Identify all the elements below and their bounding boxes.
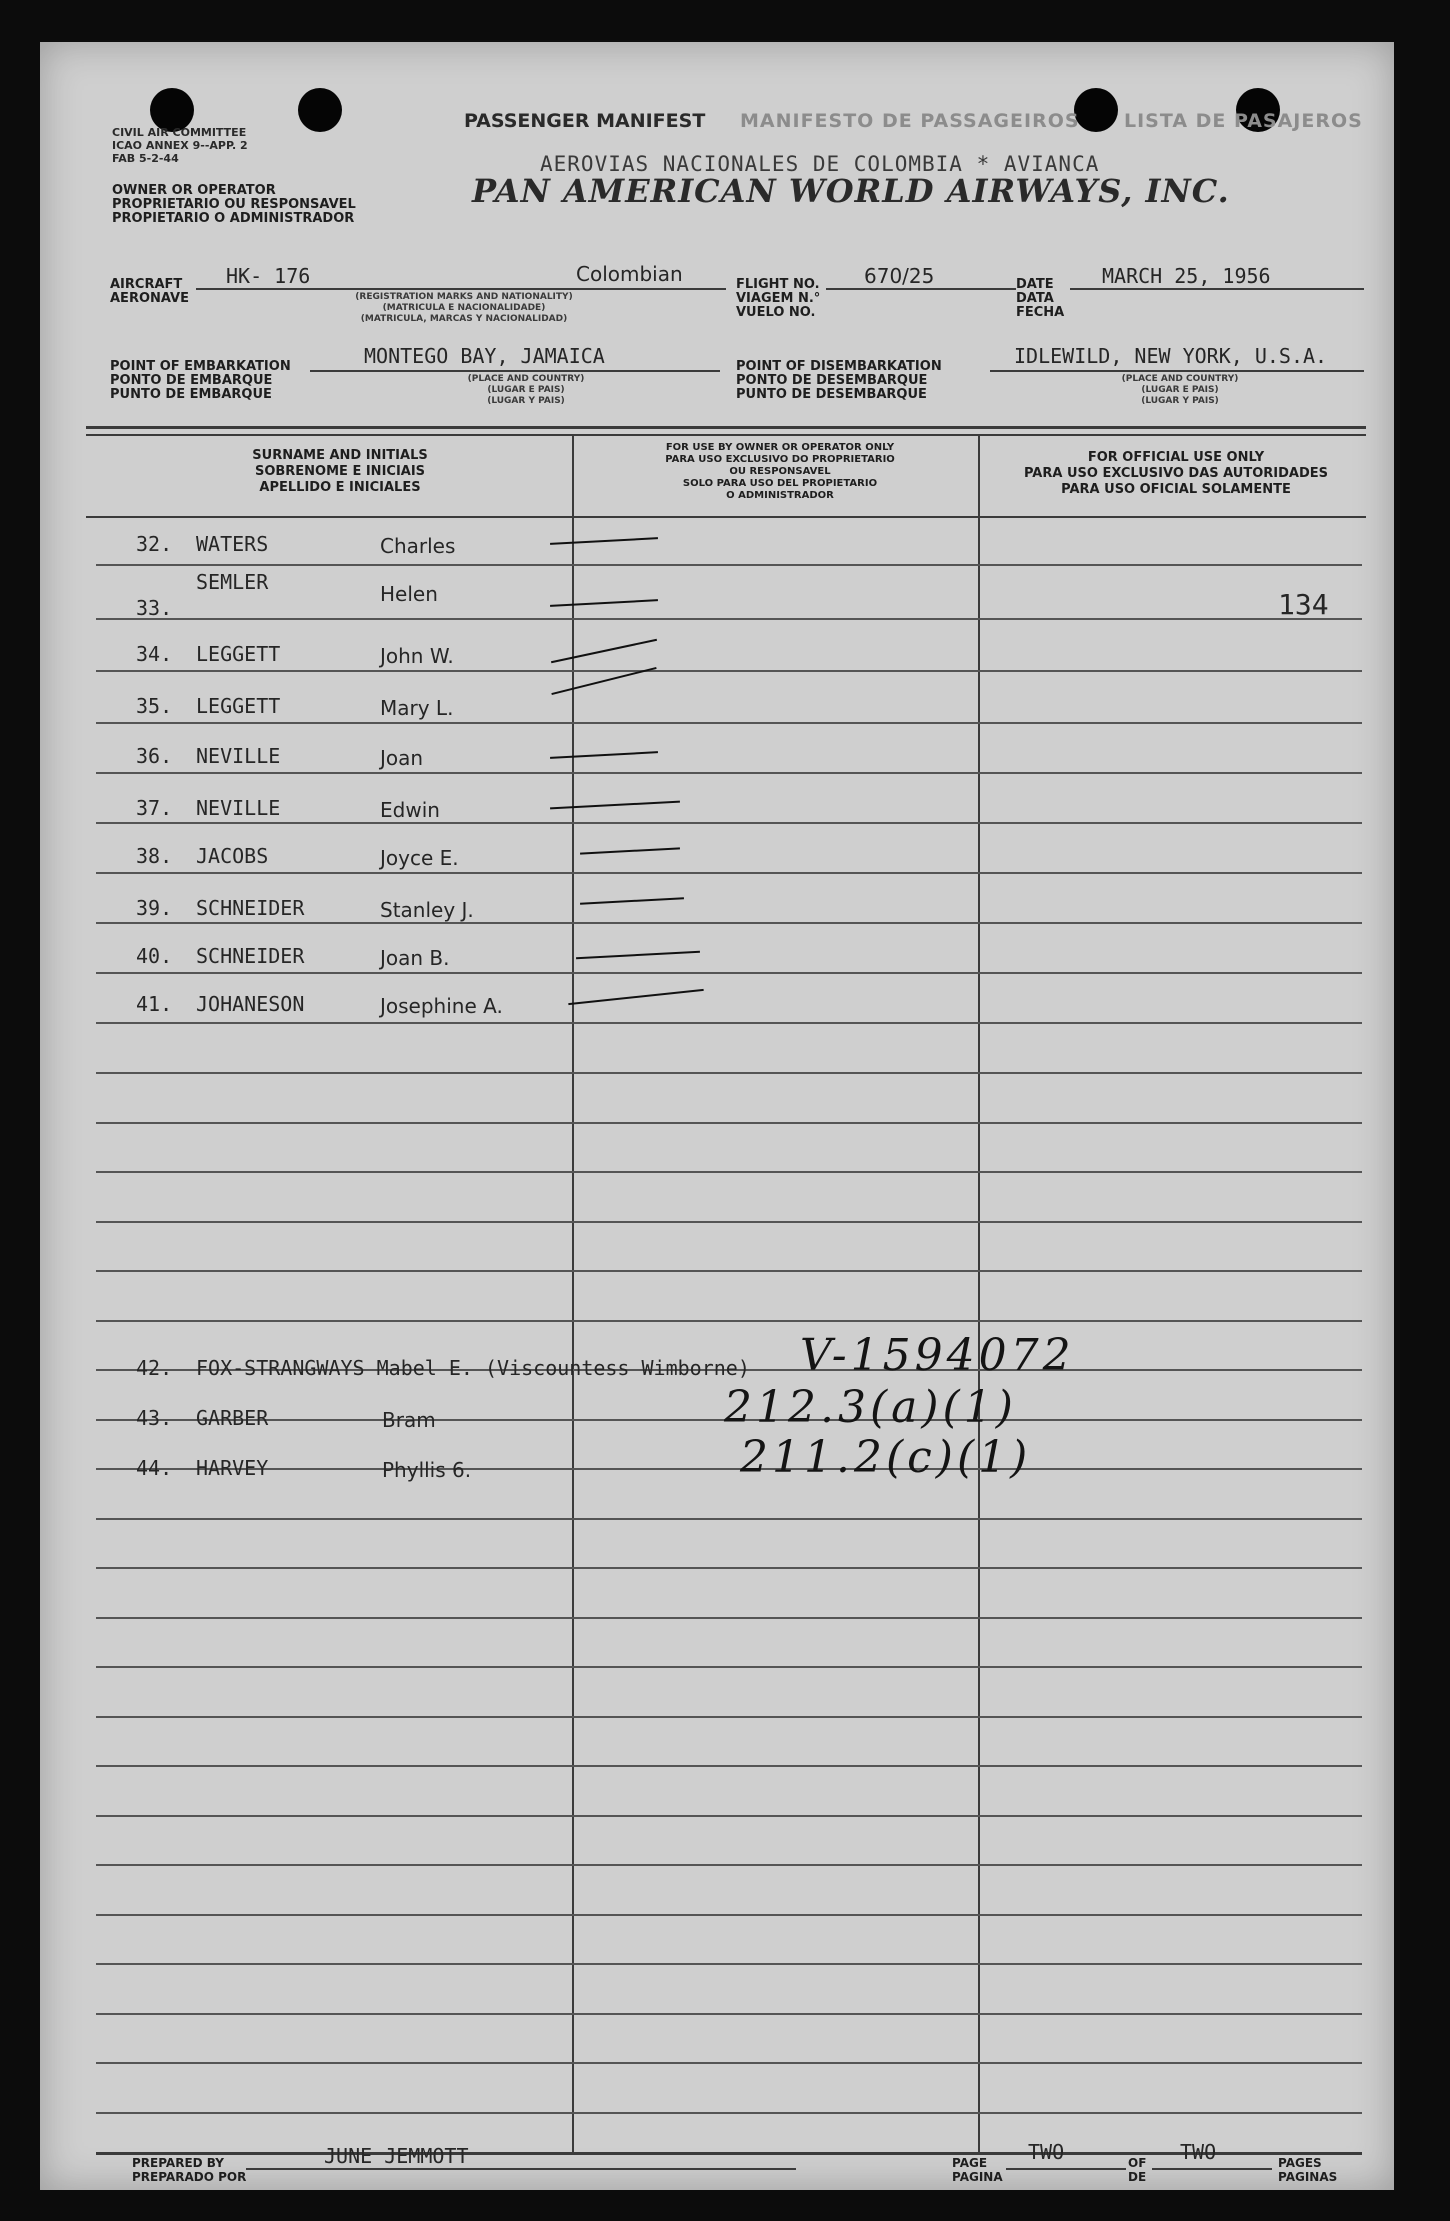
ruled-line [96,1864,1362,1866]
passenger-number: 32. [136,532,173,556]
handwritten-note: V-1594072 [800,1330,1075,1381]
ruled-line [96,1320,1362,1322]
passenger-number: 38. [136,844,173,868]
ruled-line [96,2062,1362,2064]
passenger-given-name: Helen [380,582,438,606]
passenger-number: 43. [136,1406,173,1430]
date-underline [1070,288,1364,290]
embarkation-caption: (PLACE AND COUNTRY) (LUGAR E PAIS) (LUGAR Y PAIS) [467,374,585,406]
passenger-given-name: Edwin [380,798,440,822]
prepared-by-name: JUNE JEMMOTT [324,2144,469,2168]
check-mark [550,537,658,545]
passenger-given-name: Joan [380,746,424,770]
passenger-surname: NEVILLE [196,744,281,768]
passenger-number: 40. [136,944,173,968]
total-pages: TWO [1180,2140,1217,2164]
aircraft-underline [196,288,726,290]
page-underline [1006,2168,1126,2170]
passenger-surname: JACOBS [196,844,269,868]
official-note: 134 [1278,588,1329,621]
passenger-given-name: John W. [380,644,454,668]
check-mark [551,639,657,663]
ruled-line [96,1567,1362,1569]
check-mark [580,847,680,854]
ruled-line [96,1914,1362,1916]
handwritten-note: 211.2(c)(1) [740,1432,1032,1483]
ruled-line [96,1765,1362,1767]
official-use-column-header: FOR OFFICIAL USE ONLY PARA USO EXCLUSIVO DAS AUTORIDADES PARA USO OFICIAL SOLAMENTE [1023,450,1329,497]
header-bottom-rule [86,516,1366,518]
page-number: TWO [1028,2140,1065,2164]
table-row [40,570,1394,621]
passenger-surname: HARVEY [196,1456,269,1480]
passenger-surname: GARBER [196,1406,269,1430]
passenger-given-name: Joan B. [380,946,450,970]
passenger-number: 34. [136,642,173,666]
ruled-line [96,1518,1362,1520]
table-row [40,890,1394,930]
table-row [40,938,1394,978]
passenger-given-name: Charles [380,534,456,558]
flight-date: MARCH 25, 1956 [1102,264,1271,288]
ruled-line [96,1072,1362,1074]
disembarkation-label: POINT OF DISEMBARKATION PONTO DE DESEMBARQUE PUNTO DE DESEMBARQUE [736,359,942,402]
of-underline [1152,2168,1272,2170]
ruled-line [96,1716,1362,1718]
check-mark [550,801,680,810]
passenger-surname: SCHNEIDER [196,944,305,968]
passenger-number: 36. [136,744,173,768]
disembarkation-place: IDLEWILD, NEW YORK, U.S.A. [1014,344,1328,368]
table-row [40,526,1394,566]
title-portuguese: MANIFESTO DE PASSAGEIROS [740,110,1080,132]
check-mark [550,599,658,607]
passenger-number: 35. [136,694,173,718]
passenger-surname: NEVILLE [196,796,281,820]
form-identification: CIVIL AIR COMMITTEE ICAO ANNEX 9--APP. 2 FAB 5-2-44 [112,126,248,165]
passenger-surname: WATERS [196,532,269,556]
passenger-surname: SEMLER [196,570,269,594]
check-mark [568,989,703,1005]
disembarkation-underline [990,370,1364,372]
airline-name-line1: AEROVIAS NACIONALES DE COLOMBIA * AVIANCA [540,152,1100,176]
flight-number-label: FLIGHT NO. VIAGEM N.° VUELO NO. [736,277,821,320]
ruled-line [96,1270,1362,1272]
flight-number: 670/25 [864,264,935,288]
check-mark [550,751,658,759]
passenger-given-name: Mary L. [380,696,454,720]
table-row [40,688,1394,728]
aircraft-registration: HK- 176 [226,264,311,288]
owner-operator-label: OWNER OR OPERATOR PROPRIETARIO OU RESPONSAVEL PROPIETARIO O ADMINISTRADOR [112,183,356,226]
registration-caption: (REGISTRATION MARKS AND NATIONALITY) (MATRICULA E NACIONALIDADE) (MATRICULA, MARCAS Y NACIONALIDAD) [355,292,573,324]
ruled-line [96,618,1362,620]
date-label: DATE DATA FECHA [1016,277,1065,320]
table-top-rule [86,426,1366,429]
passenger-given-name: Stanley J. [380,898,474,922]
passenger-surname: JOHANESON [196,992,305,1016]
handwritten-note: 212.3(a)(1) [724,1382,1017,1433]
ruled-line [96,2112,1362,2114]
ruled-line [96,2013,1362,2015]
embarkation-underline [310,370,720,372]
embarkation-place: MONTEGO BAY, JAMAICA [364,344,605,368]
table-row [40,636,1394,676]
table-row [40,738,1394,778]
embarkation-label: POINT OF EMBARKATION PONTO DE EMBARQUE PUNTO DE EMBARQUE [110,359,291,402]
table-row [40,986,1394,1026]
ruled-line [96,1666,1362,1668]
check-mark [580,897,684,904]
table-row [40,1432,1394,1490]
passenger-surname: SCHNEIDER [196,896,305,920]
passenger-number: 42. [136,1356,173,1380]
ruled-line [96,1122,1362,1124]
title-english: PASSENGER MANIFEST [464,110,706,132]
passenger-number: 33. [136,596,173,620]
ruled-line [96,1171,1362,1173]
punch-hole-2 [298,88,342,132]
passenger-given-name: Phyllis 6. [382,1458,472,1482]
aircraft-nationality: Colombian [576,262,683,286]
ruled-line [96,1963,1362,1965]
passenger-surname: LEGGETT [196,694,281,718]
passenger-number: 41. [136,992,173,1016]
pages-label: PAGES PAGINAS [1278,2156,1338,2184]
check-mark [576,951,700,959]
page-label: PAGE PAGINA [952,2156,1003,2184]
passenger-given-name: Joyce E. [380,846,459,870]
table-row [40,1382,1394,1440]
ruled-line [96,1617,1362,1619]
passenger-number: 39. [136,896,173,920]
airline-name-line2: PAN AMERICAN WORLD AIRWAYS, INC. [472,172,1230,210]
passenger-number: 44. [136,1456,173,1480]
passenger-name: FOX-STRANGWAYS Mabel E. (Viscountess Wimborne) [196,1356,750,1380]
table-top-rule-2 [86,434,1366,436]
title-spanish: LISTA DE PASAJEROS [1124,110,1363,132]
owner-use-column-header: FOR USE BY OWNER OR OPERATOR ONLY PARA USO EXCLUSIVO DO PROPRIETARIO OU RESPONSAVEL SOLO PARA USO DEL PROPIETARIO O ADMINISTRADOR [665,442,895,501]
of-label: OF DE [1128,2156,1147,2184]
prepared-underline [246,2168,796,2170]
ruled-line [96,1815,1362,1817]
aircraft-label: AIRCRAFT AERONAVE [110,277,190,306]
table-row [40,1330,1394,1390]
table-row [40,838,1394,878]
table-row [40,790,1394,830]
flight-underline [826,288,1016,290]
manifest-page [40,42,1394,2190]
passenger-given-name: Bram [382,1408,436,1432]
footer-top-rule [96,2152,1362,2155]
ruled-line [96,1221,1362,1223]
passenger-surname: LEGGETT [196,642,281,666]
punch-hole-3 [1074,88,1118,132]
names-column-header: SURNAME AND INITIALS SOBRENOME E INICIAIS APELLIDO E INICIALES [252,448,428,495]
prepared-by-label: PREPARED BY PREPARADO POR [132,2156,247,2184]
passenger-given-name: Josephine A. [380,994,503,1018]
disembarkation-caption: (PLACE AND COUNTRY) (LUGAR E PAIS) (LUGAR Y PAIS) [1121,374,1239,406]
passenger-number: 37. [136,796,173,820]
